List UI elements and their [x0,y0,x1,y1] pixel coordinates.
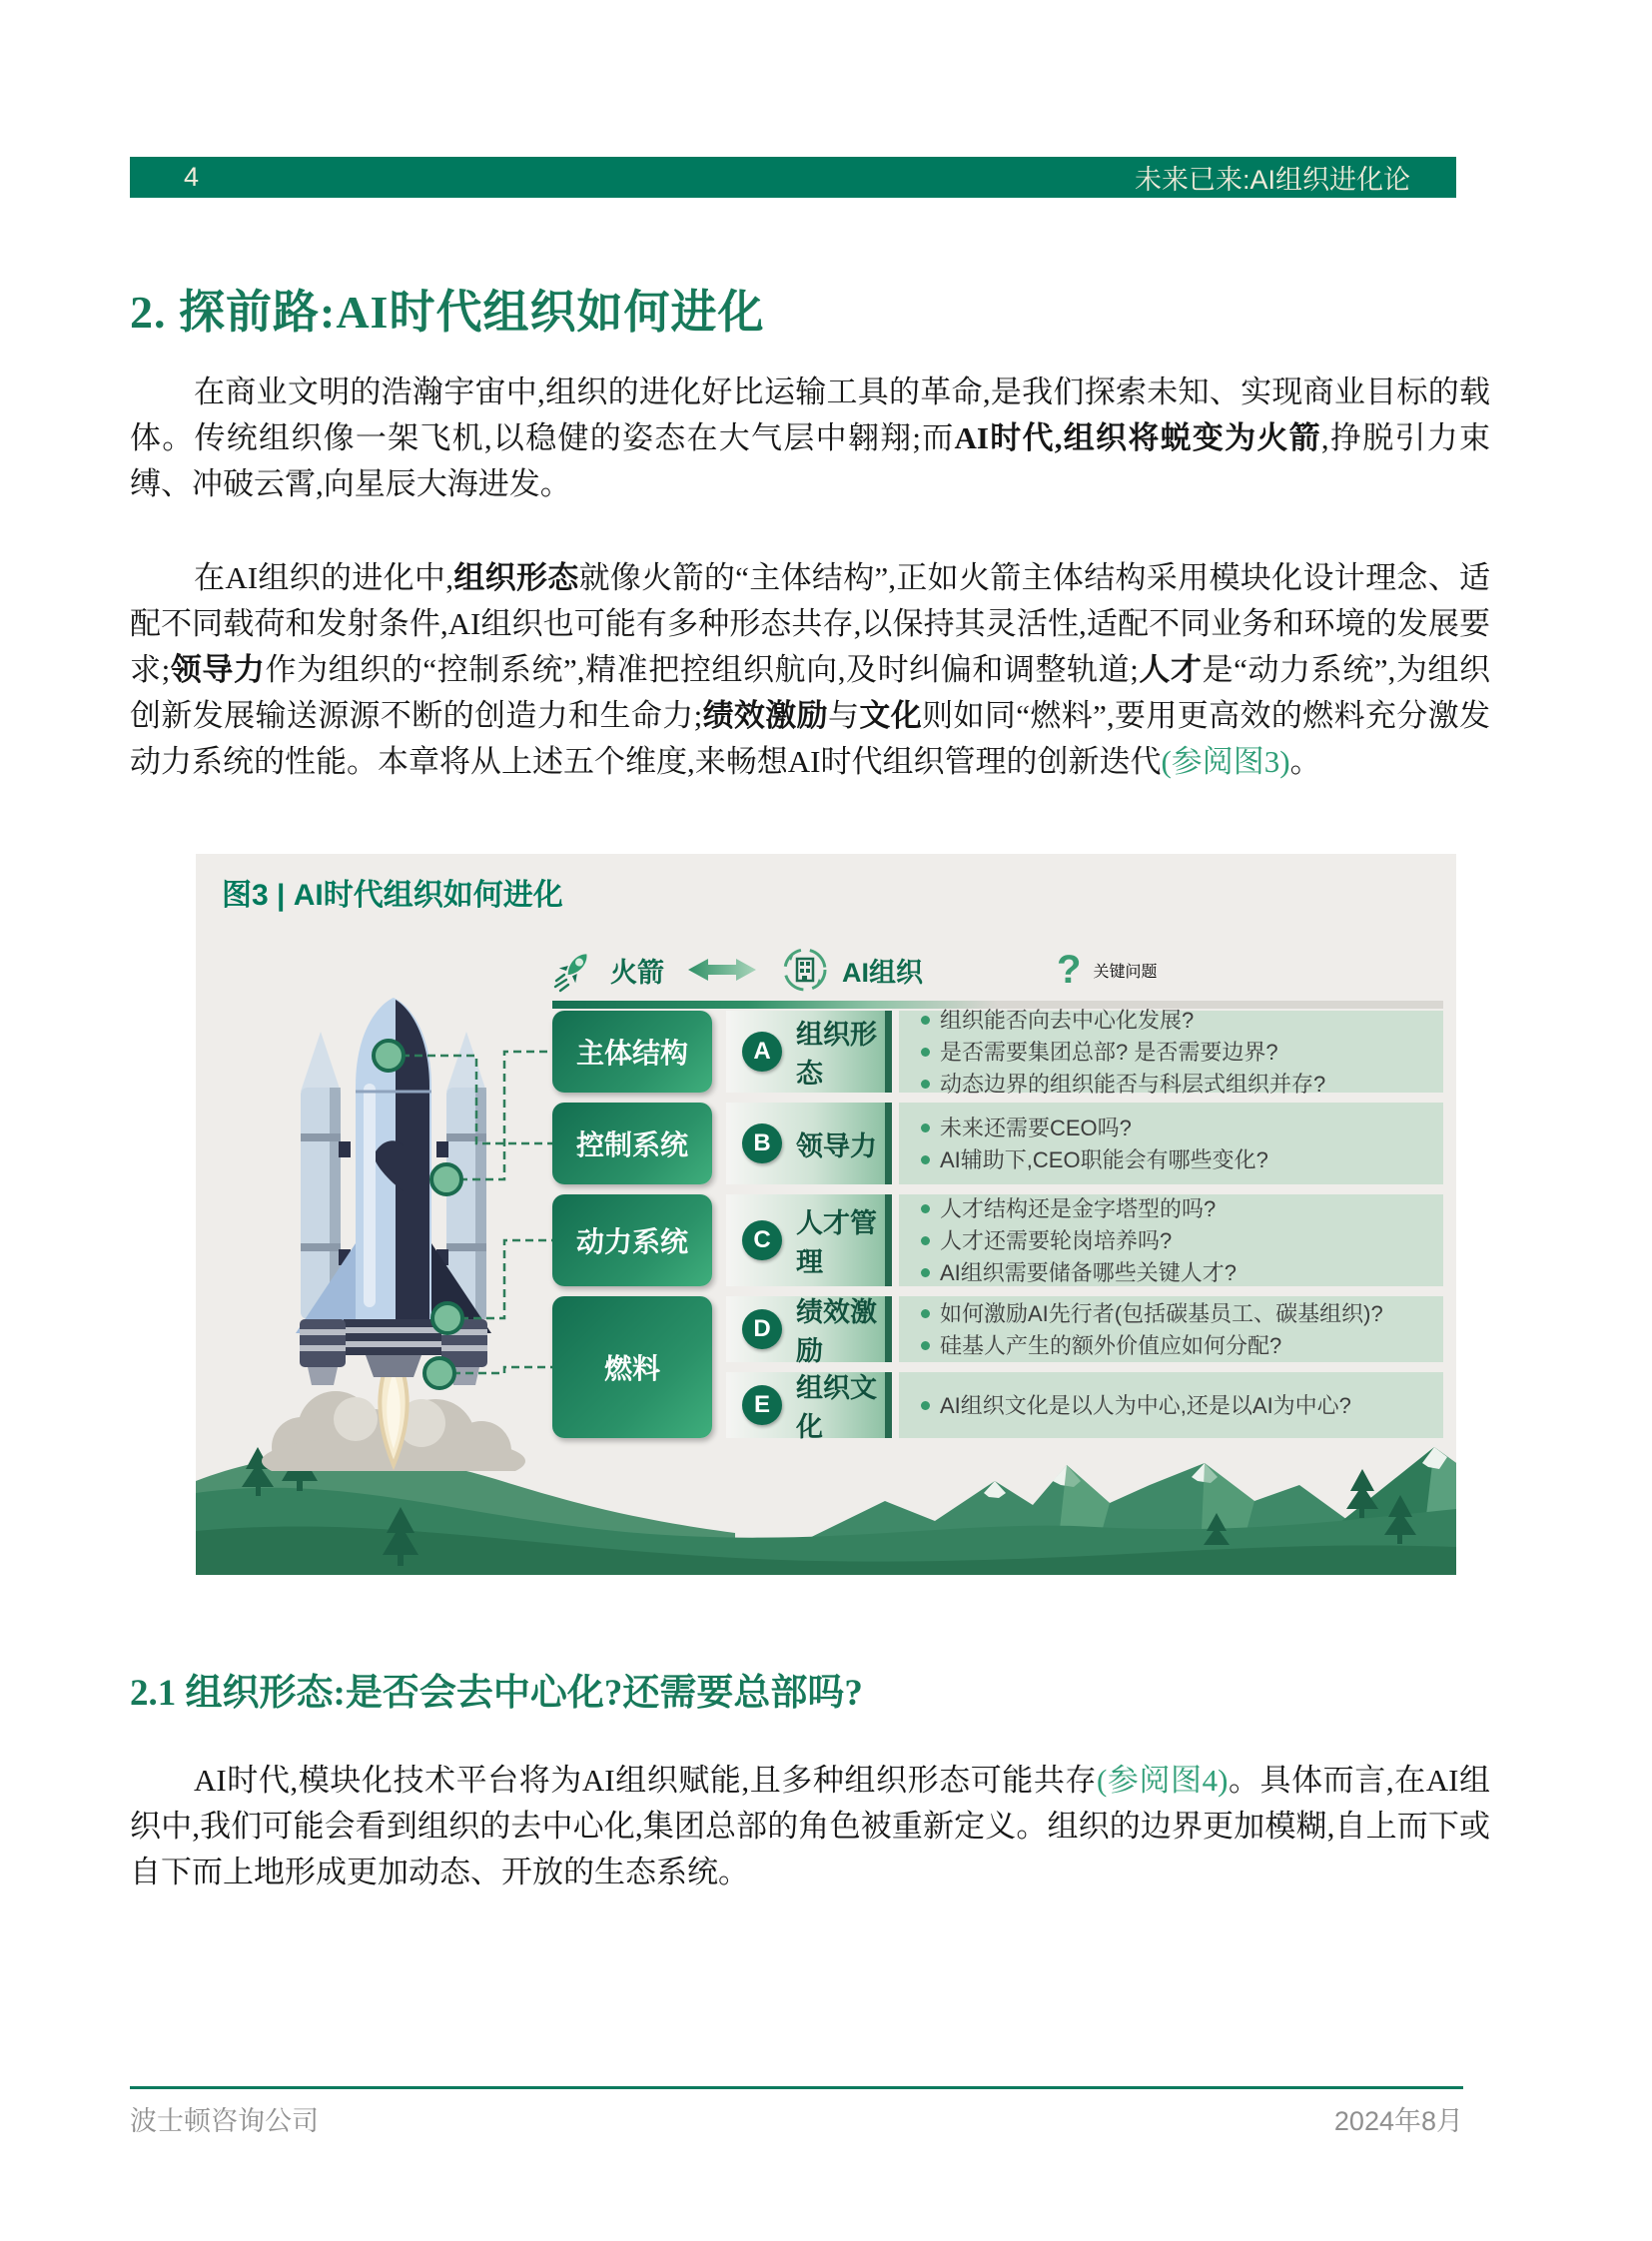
bullet-icon [921,1016,930,1025]
body-text: 。具体而言,在AI组织中,我们可能会看到组织的去中心化,集团总部的角色被重新定义。组织的边界更加模糊,自上而下或自下而上地形成更加动态、开放的生态系统。 [130,1763,1490,1889]
paragraph-1 [130,370,1490,507]
question-item [921,1258,1433,1287]
section-2-1-heading: 2.1 组织形态:是否会去中心化?还需要总部吗? [130,1673,863,1714]
dimension-label: 领导力 [796,1130,877,1161]
body-text: 在AI组织的进化中, [194,560,453,595]
figure3-reference-link[interactable]: (参阅图3) [1161,744,1290,779]
dimension-box-c [726,1194,892,1286]
question-item [921,1299,1433,1328]
chapter-heading: 2. 探前路:AI时代组织如何进化 [130,287,765,338]
body-text-bold: 人才 [1138,652,1203,687]
bullet-icon [921,1204,930,1213]
questions-column-header [1057,944,1157,996]
question-item [921,1194,1433,1223]
question-text: 未来还需要CEO吗? [940,1115,1132,1140]
question-item [921,1070,1433,1099]
letter-badge-c: C [742,1220,782,1260]
figure-legend-header [552,944,923,996]
letter-badge-e: E [742,1385,782,1425]
question-item [921,1391,1433,1420]
bullet-icon [921,1401,930,1410]
rocket-column-label: 火箭 [610,957,664,988]
dimension-box-d [726,1296,892,1366]
question-mark-icon: ? [1057,948,1082,992]
body-text-bold: 文化 [859,698,923,733]
question-item [921,1038,1433,1067]
body-text: AI时代,模块化技术平台将为AI组织赋能,且多种组织形态可能共存 [194,1763,1097,1798]
footer-date: 2024年8月 [1333,2106,1463,2136]
figure-3 [196,854,1456,1575]
question-text: 是否需要集团总部? 是否需要边界? [940,1039,1278,1065]
rocket-illustration [244,992,543,1471]
bullet-icon [921,1341,930,1350]
footer-company: 波士顿咨询公司 [130,2106,319,2136]
page-number: 4 [184,162,200,192]
bullet-icon [921,1123,930,1132]
questions-panel-a [899,1007,1443,1097]
question-text: 组织能否向去中心化发展? [940,1007,1195,1033]
body-text: 。 [1289,744,1321,779]
letter-badge-a: A [742,1032,782,1072]
rocket-part-box-power: 动力系统 [552,1194,712,1286]
double-arrow-icon [686,956,758,984]
rocket-part-box-control: 控制系统 [552,1103,712,1184]
question-item [921,1331,1433,1360]
bullet-icon [921,1155,930,1164]
question-text: AI组织文化是以人为中心,还是以AI为中心? [940,1392,1351,1418]
question-text: AI组织需要储备哪些关键人才? [940,1259,1238,1285]
rocket-part-box-fuel: 燃料 [552,1296,712,1438]
body-text: 则如同“燃料”,要用更高效的燃料充分激发动力系统的性能。本章将从上述五个维度,来畅想AI时代组织管理的创新迭代 [130,698,1491,779]
bullet-icon [921,1236,930,1245]
question-text: 人才结构还是金字塔型的吗? [940,1195,1217,1221]
bullet-icon [921,1048,930,1057]
page-header-bar [130,157,1456,198]
body-text: 就像火箭的“主体结构”,正如火箭主体结构采用模块化设计理念、适配不同载荷和发射条件,AI组织也可能有多种形态共存,以保持其灵活性,适配不同业务和环境的发展要求; [130,560,1491,687]
question-item [921,1114,1433,1142]
page-footer [130,2099,1463,2138]
footer-divider [130,2086,1463,2089]
dimension-label: 组织形态 [796,1020,877,1089]
questions-panel-d [899,1296,1443,1362]
body-text: 作为组织的“控制系统”,精准把控组织航向,及时纠偏和调整轨道; [265,652,1139,687]
body-text: 是“动力系统”,为组织创新发展输送源源不断的创造力和生命力; [130,652,1491,733]
ai-org-column-label: AI组织 [842,957,923,988]
question-text: 如何激励AI先行者(包括碳基员工、碳基组织)? [940,1300,1383,1326]
question-text: 硅基人产生的额外价值应如何分配? [940,1332,1282,1358]
questions-panel-e [899,1372,1443,1438]
letter-badge-d: D [742,1309,782,1349]
bullet-icon [921,1080,930,1089]
figure-title: 图3 | AI时代组织如何进化 [222,879,563,912]
questions-panel-b [899,1103,1443,1184]
dimension-label: 人才管理 [796,1208,877,1277]
letter-badge-b: B [742,1123,782,1163]
questions-panel-c [899,1194,1443,1286]
question-item [921,1006,1433,1035]
body-text: ,挣脱引力束缚、冲破云霄,向星辰大海进发。 [130,420,1490,501]
figure4-reference-link[interactable]: (参阅图4) [1096,1763,1229,1798]
dimension-box-e [726,1372,892,1442]
body-text-bold: 组织形态 [453,560,579,595]
landscape-illustration [196,1423,1456,1575]
dimension-label: 组织文化 [796,1373,877,1442]
bullet-icon [921,1268,930,1277]
dimension-label: 绩效激励 [796,1297,877,1366]
question-text: AI辅助下,CEO职能会有哪些变化? [940,1146,1268,1172]
question-item [921,1145,1433,1174]
bullet-icon [921,1309,930,1318]
body-text-bold: 领导力 [170,652,266,687]
paragraph-3 [130,1758,1490,1895]
paragraph-2 [130,555,1490,785]
dimension-box-b [726,1103,892,1184]
question-item [921,1226,1433,1255]
questions-column-label: 关键问题 [1093,963,1158,981]
question-text: 动态边界的组织能否与科层式组织并存? [940,1071,1326,1097]
rocket-icon [552,947,598,993]
body-text: 与 [828,698,860,733]
body-text: 在商业文明的浩瀚宇宙中,组织的进化好比运输工具的革命,是我们探索未知、实现商业目标的载体。传统组织像一架飞机,以稳健的姿态在大气层中翱翔;而 [130,374,1490,455]
running-title: 未来已来:AI组织进化论 [1134,165,1410,195]
rocket-part-box-body: 主体结构 [552,1011,712,1093]
body-text-bold: AI时代,组织将蜕变为火箭 [954,420,1321,455]
question-text: 人才还需要轮岗培养吗? [940,1227,1173,1253]
body-text-bold: 绩效激励 [702,698,829,733]
dimension-box-a [726,1011,892,1093]
ai-organization-icon [780,945,830,995]
